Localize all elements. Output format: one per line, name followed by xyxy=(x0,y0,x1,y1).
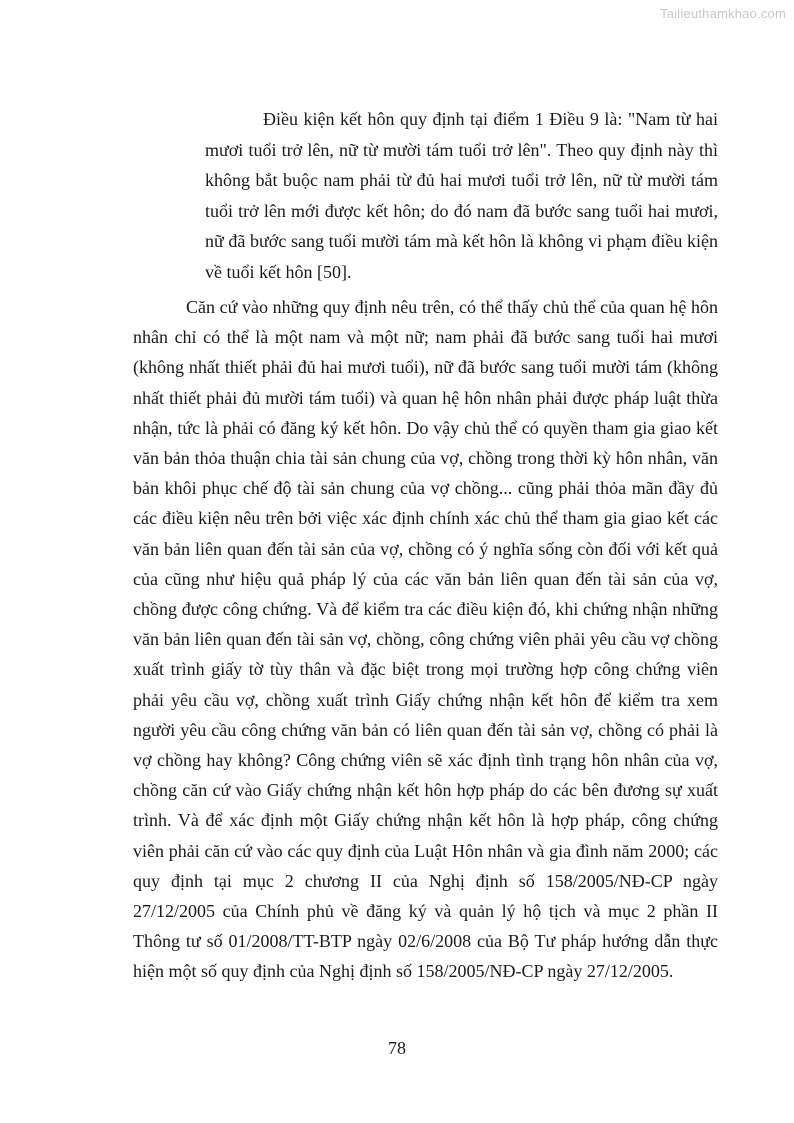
page-number: 78 xyxy=(388,1038,406,1058)
body-text xyxy=(133,292,718,987)
body-paragraph: Căn cứ vào những quy định nêu trên, có thể thấy chủ thể của quan hệ hôn nhân chỉ có thể là một nam và một nữ; nam phải đã bước sang tuổi hai mươi (không nhất thiết phải đủ hai mươi tuổi), nữ đã bước sang tuổi mười tám (không nhất thiết phải đủ mười tám tuổi) và quan hệ hôn nhân phải được pháp luật thừa nhận, tức là phải có đăng ký kết hôn. Do vậy chủ thể có quyền tham gia giao kết văn bản thỏa thuận chia tài sản chung của vợ, chồng trong thời kỳ hôn nhân, văn bản khôi phục chế độ tài sản chung của vợ chồng... cũng phải thỏa mãn đầy đủ các điều kiện nêu trên bởi việc xác định chính xác chủ thể tham gia giao kết các văn bản liên quan đến tài sản của vợ, chồng có ý nghĩa sống còn đối với kết quả của cũng như hiệu quả pháp lý của các văn bản liên quan đến tài sản của vợ, chồng được công chứng. Và để kiểm tra các điều kiện đó, khi chứng nhận những văn bản liên quan đến tài sản vợ, chồng, công chứng viên phải yêu cầu vợ chồng xuất trình giấy tờ tùy thân và đặc biệt trong mọi trường hợp công chứng viên phải yêu cầu vợ, chồng xuất trình Giấy chứng nhận kết hôn để kiểm tra xem người yêu cầu công chứng văn bản có liên quan đến tài sản vợ, chồng có phải là vợ chồng hay không? Công chứng viên sẽ xác định tình trạng hôn nhân của vợ, chồng căn cứ vào Giấy chứng nhận kết hôn hợp pháp do các bên đương sự xuất trình. Và để xác định một Giấy chứng nhận kết hôn là hợp pháp, công chứng viên phải căn cứ vào các quy định của Luật Hôn nhân và gia đình năm 2000; các quy định tại mục 2 chương II của Nghị định số 158/2005/NĐ-CP ngày 27/12/2005 của Chính phủ về đăng ký và quản lý hộ tịch và mục 2 phần II Thông tư số 01/2008/TT-BTP ngày 02/6/2008 của Bộ Tư pháp hướng dẫn thực hiện một số quy định của Nghị định số 158/2005/NĐ-CP ngày 27/12/2005. xyxy=(133,297,718,982)
quote-paragraph: Điều kiện kết hôn quy định tại điểm 1 Điều 9 là: "Nam từ hai mươi tuổi trở lên, nữ từ mười tám tuổi trở lên". Theo quy định này thì không bắt buộc nam phải từ đủ hai mươi tuổi trở lên, nữ từ mười tám tuổi trở lên mới được kết hôn; do đó nam đã bước sang tuổi hai mươi, nữ đã bước sang tuổi mười tám mà kết hôn là không vi phạm điều kiện về tuổi kết hôn [50]. xyxy=(205,109,718,282)
block-quote xyxy=(205,104,718,287)
watermark: Tailieuthamkhao.com xyxy=(660,6,786,21)
